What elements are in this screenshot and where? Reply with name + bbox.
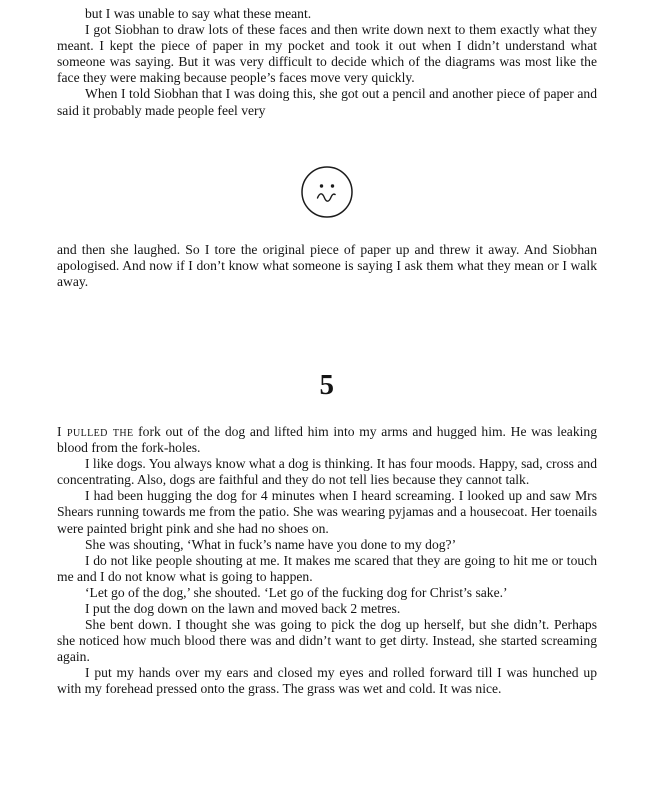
paragraph: I like dogs. You always know what a dog is thinking. It has four moods. Happy, sad, cross and concentrating. Also, dogs are faithful and they do not tell lies because they cannot talk. bbox=[57, 456, 597, 488]
chapter-body bbox=[57, 424, 597, 698]
after-figure-text bbox=[57, 242, 597, 290]
paragraph: I do not like people shouting at me. It makes me scared that they are going to hit me or touch me and I do not know what is going to happen. bbox=[57, 552, 597, 584]
paragraph: ‘Let go of the dog,’ she shouted. ‘Let go of the fucking dog for Christ’s sake.’ bbox=[85, 584, 508, 600]
paragraph: I put my hands over my ears and closed my eyes and rolled forward till I was hunched up with my forehead pressed onto the grass. The grass was wet and cold. It was nice. bbox=[57, 665, 597, 697]
right-eye-dot bbox=[331, 184, 334, 187]
paragraph: I got Siobhan to draw lots of these faces and then write down next to them exactly what they meant. I kept the piece of paper in my pocket and took it out when I didn’t understand what someone was saying. But it was very difficult to decide which of the diagrams was most like the face they were making because people’s faces move very quickly. bbox=[57, 22, 597, 86]
confused-face-icon bbox=[299, 164, 355, 220]
confused-face-illustration bbox=[57, 164, 597, 220]
face-outline bbox=[302, 167, 352, 217]
opening-rest: fork out of the dog and lifted him into my arms and hugged him. He was leaking blood from the fork-holes. bbox=[57, 423, 597, 456]
paragraph: When I told Siobhan that I was doing this, she got out a pencil and another piece of paper and said it probably made people feel very bbox=[57, 86, 597, 118]
paragraph: I put the dog down on the lawn and moved back 2 metres. bbox=[85, 600, 401, 616]
chapter-opening-paragraph bbox=[57, 424, 597, 456]
pre-chapter-text bbox=[57, 6, 597, 119]
paragraph: but I was unable to say what these meant. bbox=[85, 6, 312, 21]
paragraph: She was shouting, ‘What in fuck’s name have you done to my dog?’ bbox=[85, 536, 457, 552]
paragraph: and then she laughed. So I tore the original piece of paper up and threw it away. And Siobhan apologised. And now if I don’t know what someone is saying I ask them what they mean or I walk away. bbox=[57, 241, 597, 289]
paragraph: She bent down. I thought she was going to pick the dog up herself, but she didn’t. Perhaps she noticed how much blood there was and didn’t want to get dirty. Instead, she started screaming again. bbox=[57, 617, 597, 665]
wavy-mouth bbox=[318, 193, 336, 200]
paragraph: I had been hugging the dog for 4 minutes when I heard screaming. I looked up and saw Mrs Shears running towards me from the patio. She was wearing pyjamas and a housecoat. Her toenails were painted bright pink and she had no shoes on. bbox=[57, 488, 597, 536]
small-caps-opening: I pulled the bbox=[57, 423, 134, 439]
left-eye-dot bbox=[320, 184, 323, 187]
chapter-number: 5 bbox=[319, 368, 335, 401]
